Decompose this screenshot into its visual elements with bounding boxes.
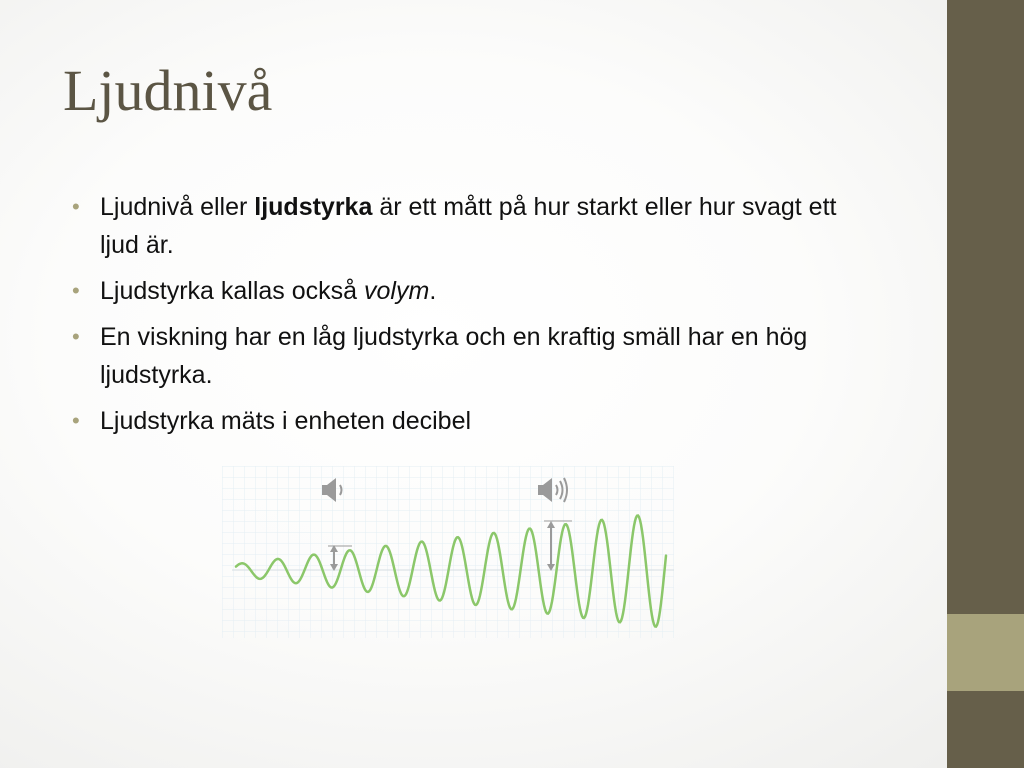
bullet-marker: •	[72, 408, 80, 433]
bullet-text: Ljudnivå eller	[100, 193, 255, 221]
slide-title: Ljudnivå	[63, 58, 273, 123]
bullet-text: Ljudstyrka mäts i enheten decibel	[100, 407, 472, 435]
bullet-marker: •	[72, 278, 80, 303]
side-decoration-accent	[947, 614, 1024, 691]
bullet-list	[72, 188, 862, 448]
bullet-italic-term: volym	[364, 277, 430, 305]
bullet-marker: •	[72, 324, 80, 349]
bullet-item	[72, 402, 862, 440]
bullet-marker: •	[72, 194, 80, 219]
bullet-text: Ljudstyrka kallas också	[100, 277, 365, 305]
grid-background	[222, 466, 674, 638]
bullet-text: är ett mått på hur starkt eller hur svagt ett ljud är.	[100, 193, 837, 259]
bullet-text: En viskning har en låg ljudstyrka och en kraftig smäll har en hög ljudstyrka.	[100, 323, 808, 389]
bullet-item	[72, 318, 862, 394]
bullet-item	[72, 188, 862, 264]
bullet-text: .	[429, 277, 437, 305]
bullet-item	[72, 272, 862, 310]
sound-wave-illustration	[222, 466, 674, 638]
bullet-bold-term: ljudstyrka	[254, 193, 373, 221]
